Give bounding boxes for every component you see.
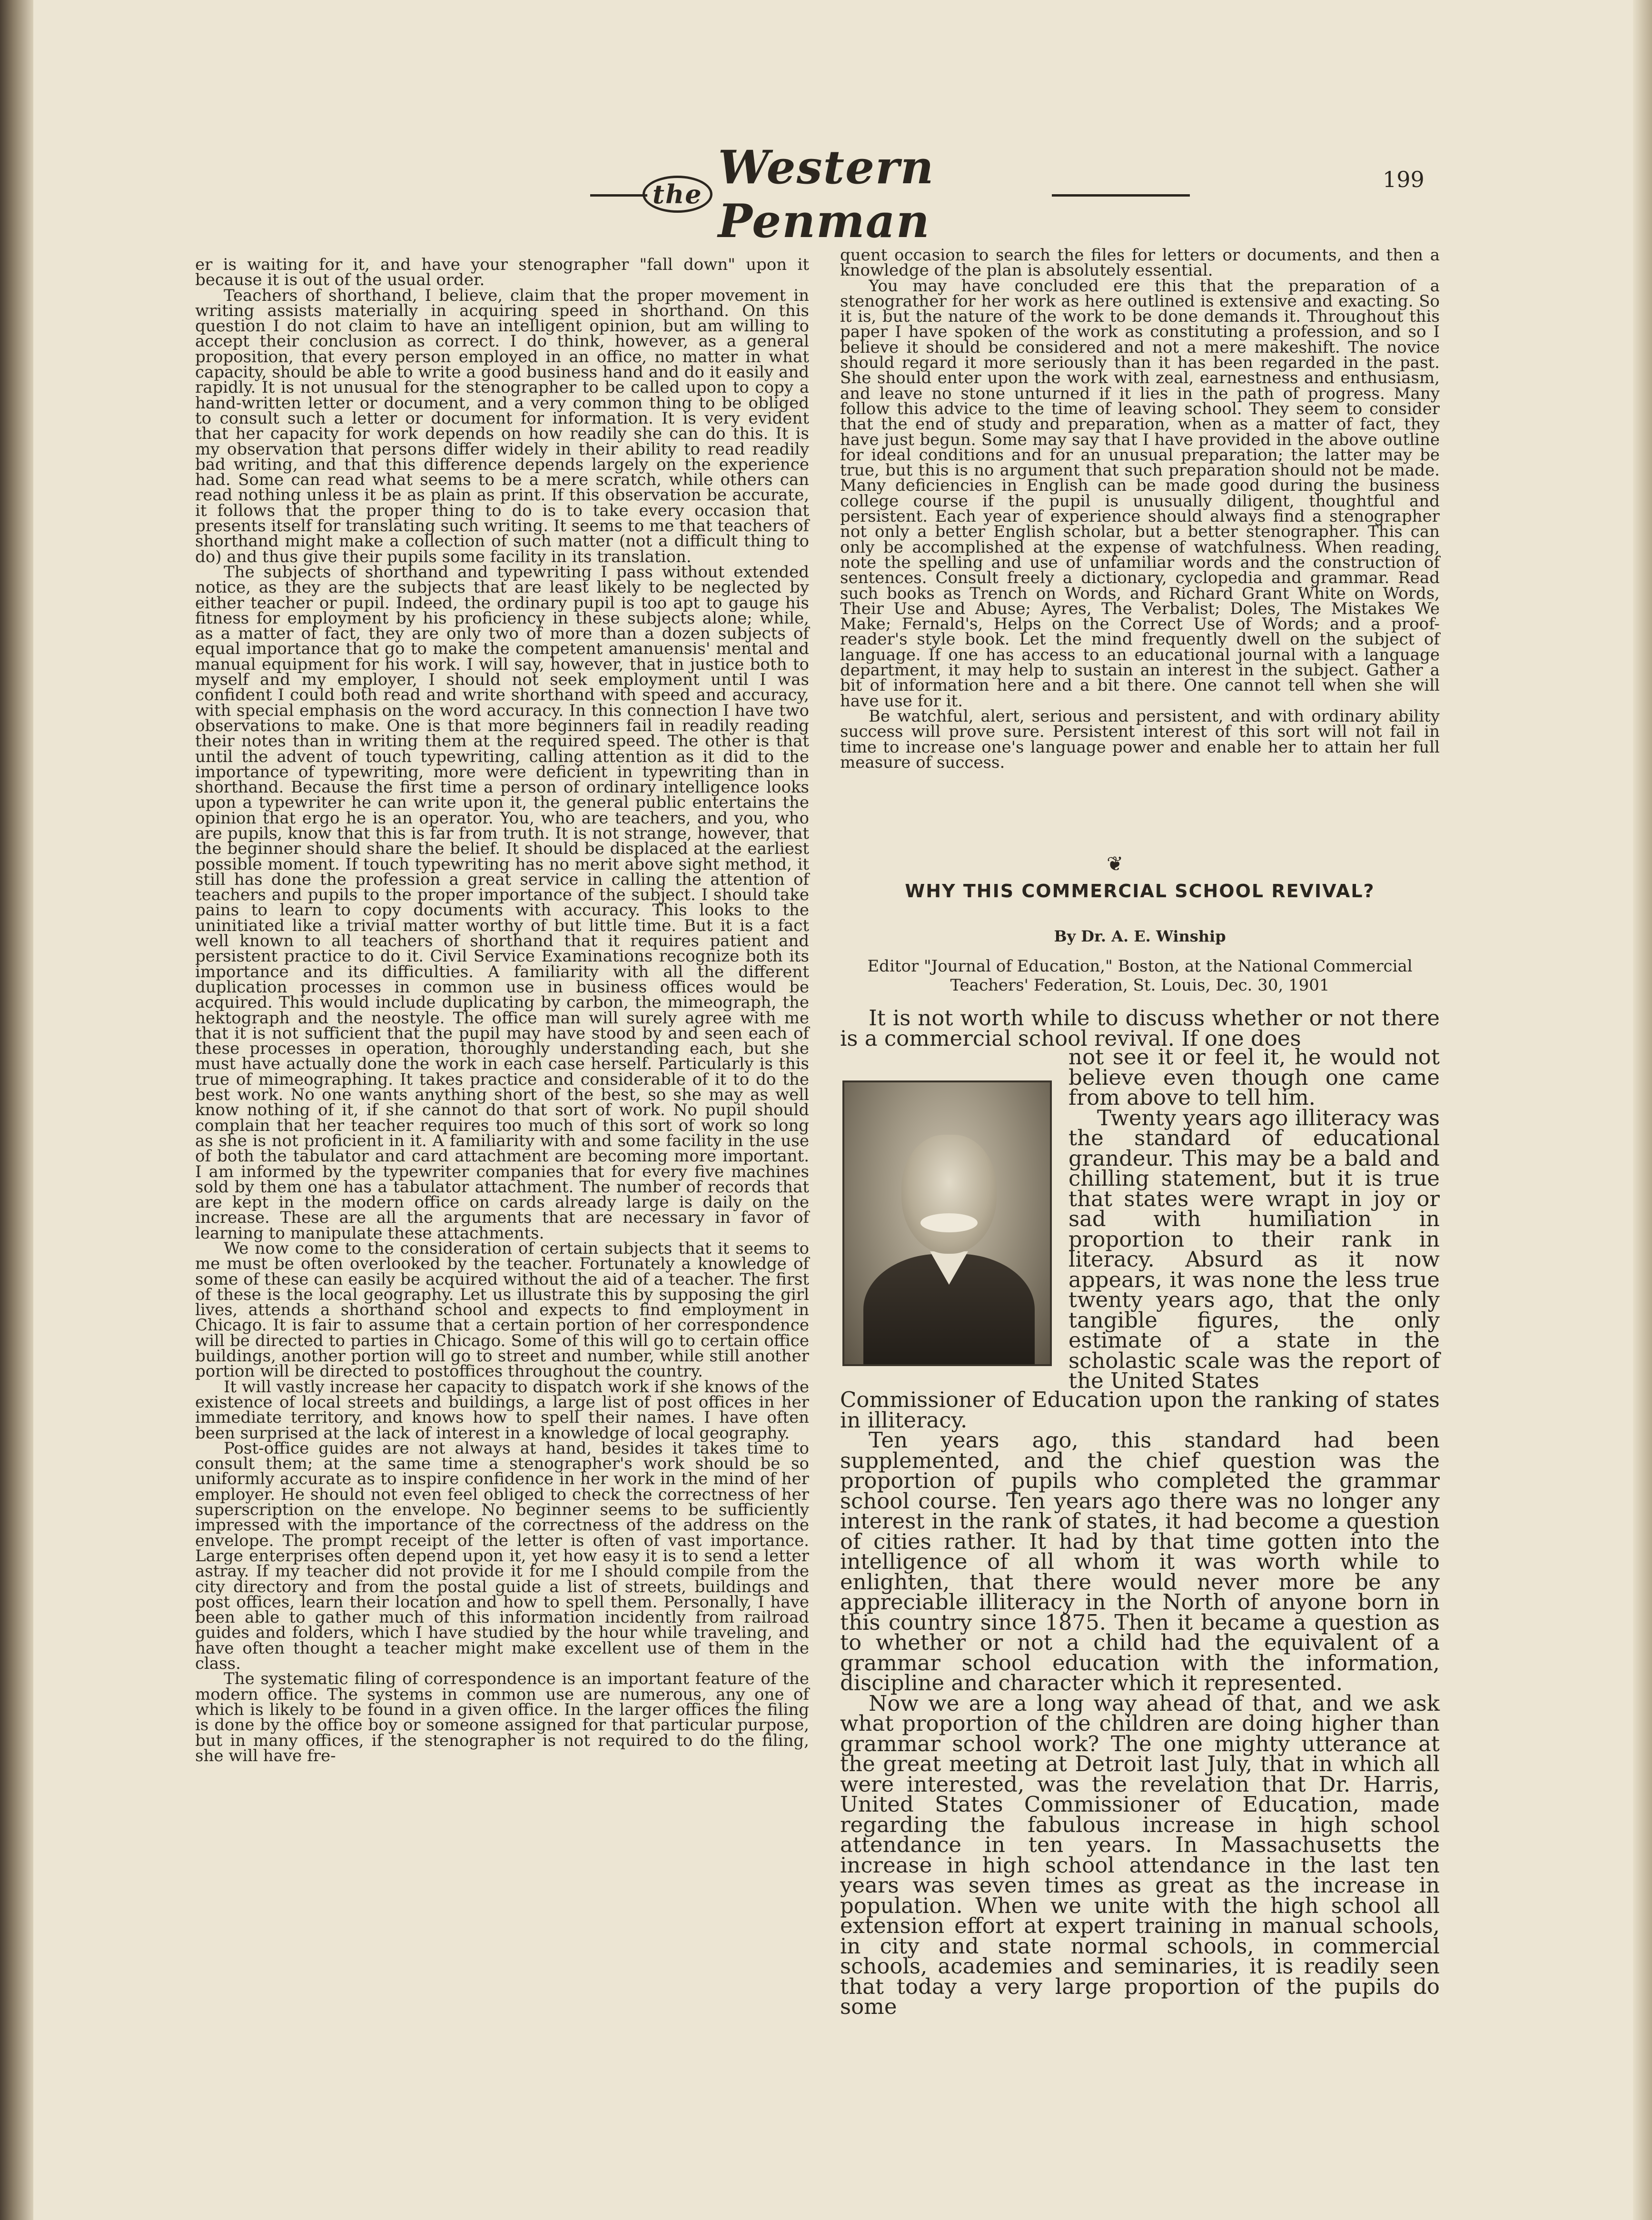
left-paragraph: It will vastly increase her capacity to dispatch work if she knows of the existence of local streets and buildings, a large list of post offices in her immediate territory, and knows how to spell their names. I have often been surprised at the lack of interest in a knowledge of local geography. xyxy=(195,1377,809,1443)
article-paragraph: Now we are a long way ahead of that, and we ask what proportion of the children are doing higher than grammar school work? The one mighty utterance at the great meeting at Detroit last July, that in which all were interested, was the revelation that Dr. Harris, United States Commissioner of Education, made regarding the fabulous increase in high school attendance in ten years. In Massachusetts the increase in high school attendance in the last ten years was seven times as great as the increase in population. When we unite with the high school all extension effort at expert training in manual schools, in city and state normal schools, in commercial schools, academies and seminaries, it is readily seen that today a very large proportion of the pupils do some xyxy=(840,1690,1440,2019)
left-paragraph: er is waiting for it, and have your stenographer "fall down" upon it because it is out of the usual order. xyxy=(195,255,809,290)
article-paragraph: not see it or feel it, he would not believe even though one came from above to tell him. xyxy=(1068,1044,1440,1110)
left-paragraph: The systematic filing of correspondence is an important feature of the modern office. The systems in common use are numerous, any one of which is likely to be found in a given office. In the larger offices the filing is done by the office boy or someone assigned for that particular purpose, but in many offices, if the stenographer is not required to do the filing, she will have fre- xyxy=(195,1669,809,1765)
left-paragraph: Teachers of shorthand, I believe, claim that the proper movement in writing assists materially in acquiring speed in shorthand. On this question I do not claim to have an intelligent opinion, but am willing to accept their conclusion as correct. I do think, however, as a general proposition, that every person employed in an office, no matter in what capacity, should be able to write a good business hand and do it easily and rapidly. It is not unusual for the stenographer to be called upon to copy a hand-written letter or document, and a very common thing to be obliged to consult such a letter or document for information. It is very evident that her capacity for work depends on how readily she can do this. It is my observation that persons differ widely in their ability to read readily bad writing, and that this difference depends largely on the experience had. Some can read what seems to be a mere scratch, while others can read nothing unless it be as plain as print. If this observation be accurate, it follows that the proper thing to do is to take every occasion that presents itself for translating such writing. It seems to me that teachers of shorthand might make a collection of such matter (not a difficult thing to do) and thus give their pupils some facility in its translation. xyxy=(195,286,810,566)
article-paragraph: Ten years ago, this standard had been supplemented, and the chief question was the proportion of pupils who completed the grammar school course. Ten years ago there was no longer any interest in the rank of states, it had become a question of cities rather. It had by that time gotten into the intelligence of all whom it was worth while to enlighten, that there would never more be any appreciable illiteracy in the North of anyone born in this country since 1875. Then it became a question as to whether or not a child had the equivalent of a grammar school education with the information, discipline and character which it represented. xyxy=(840,1427,1440,1695)
portrait-head xyxy=(901,1135,997,1254)
left-paragraph: Post-office guides are not always at hand, besides it takes time to consult them; at the same time a stenographer's work should be so uniformly accurate as to inspire confidence in her work in the mind of her employer. He should not even feel obliged to check the correctness of her superscription on the envelope. No beginner seems to be sufficiently impressed with the importance of the correctness of the address on the envelope. The prompt receipt of the letter is often of vast importance. Large enterprises often depend upon it, yet how easy it is to send a letter astray. If my teacher did not provide it for me I should compile from the city directory and from the postal guide a list of streets, buildings and post offices, learn their location and how to spell them. Personally, I have been able to gather much of this information incidently from railroad guides and folders, which I have studied by the hour while traveling, and have often thought a teacher might make excellent use of them in the class. xyxy=(195,1438,809,1674)
book-binding-shadow xyxy=(0,0,33,2220)
article-editor-note: Editor "Journal of Education," Boston, at the National Commercial Teachers' Federation, St. Louis, Dec. 30, 1901 xyxy=(867,957,1413,995)
right-paragraph: quent occasion to search the files for letters or documents, and then a knowledge of the plan is absolutely essential. xyxy=(840,246,1440,280)
article-title: WHY THIS COMMERCIAL SCHOOL REVIVAL? xyxy=(905,881,1375,902)
masthead-logo-title: Western Penman xyxy=(718,140,935,248)
article-paragraph: It is not worth while to discuss whether or not there is a commercial school revival. If one does xyxy=(840,1005,1440,1051)
right-paragraph: Be watchful, alert, serious and persistent, and with ordinary ability success will prove sure. Persistent interest of this sort will not fail in time to increase one's language power and enable her to attain her full measure of success. xyxy=(840,706,1440,772)
masthead xyxy=(590,140,1190,248)
section-divider-ornament: ❦ xyxy=(1107,852,1124,875)
portrait-mustache xyxy=(920,1213,978,1232)
left-column xyxy=(195,257,809,1764)
article-below-photo xyxy=(840,1387,1440,2019)
masthead-logo-the: the xyxy=(643,176,712,213)
article-paragraph: Twenty years ago illiteracy was the standard of educational grandeur. This may be a bald and chilling statement, but it is true that states were wrapt in joy or sad with humiliation in proportion to their rank in literacy. Absurd as it now appears, it was none the less true twenty years ago, that the only tangible figures, the only estimate of a state in the scholastic scale was the report of the United States xyxy=(1068,1105,1440,1393)
masthead-rule-left xyxy=(590,194,647,197)
page-edge xyxy=(1633,0,1652,2220)
article-intro xyxy=(840,1005,1440,1051)
article-paragraph: Commissioner of Education upon the ranking of states in illiteracy. xyxy=(840,1387,1440,1433)
left-paragraph: The subjects of shorthand and typewriting I pass without extended notice, as they are the subjects that are least likely to be neglected by either teacher or pupil. Indeed, the ordinary pupil is too apt to gauge his fitness for employment by his proficiency in these subjects alone; while, as a matter of fact, they are only two of more than a dozen subjects of equal importance that go to make the competent amanuensis' mental and manual equipment for his work. I will say, however, that in justice both to myself and my employer, I should not seek employment until I was confident I could both read and write shorthand with speed and accuracy, with special emphasis on the word accuracy. In this connection I have two observations to make. One is that more beginners fail in readily reading their notes than in writing them at the required speed. The other is that until the advent of touch typewriting, calling attention as it did to the importance of typewriting, more were deficient in typewriting than in shorthand. Because the first time a person of ordinary intelligence looks upon a typewriter he can write upon it, the general public entertains the opinion that ergo he is an operator. You, who are teachers, and you, who are pupils, know that this is far from truth. It is not strange, however, that the beginner should share the belief. It should be displaced at the earliest possible moment. If touch typewriting has no merit above sight method, it still has done the profession a great service in calling the attention of teachers and pupils to the proper importance of the subject. I should take pains to learn to copy documents with accuracy. This looks to the uninitiated like a trivial matter worthy of but little time. But it is a fact well known to all teachers of shorthand that it requires patient and persistent practice to do it. Civil Service Examinations recognize both its importance and its difficulties. A familiarity with all the different duplication processes in common use in business offices would be acquired. This would include duplicating by carbon, the mimeograph, the hektograph and the neostyle. The office man will surely agree with me that it is not sufficient that the pupil may have stood by and seen each of these processes in operation, thoroughly understanding each, but she must have actually done the work in each case herself. Particularly is this true of mimeographing. It takes practice and considerable of it to do the best work. No one wants anything short of the best, so she may as well know nothing of it, if she cannot do that sort of work. No pupil should complain that her teacher requires too much of this sort of work so long as she is not proficient in it. A familiarity with and some facility in the use of both the tabulator and card attachment are becoming more important. I am informed by the typewriter companies that for every five machines sold by them one has a tabulator attachment. The number of records that are kept in the modern office on cards already large is daily on the increase. These are all the arguments that are necessary in favor of learning to manipulate these attachments. xyxy=(195,562,809,1243)
masthead-logo xyxy=(643,140,1057,248)
article-byline: By Dr. A. E. Winship xyxy=(1054,927,1226,945)
left-paragraph: We now come to the consideration of certain subjects that it seems to me must be often overlooked by the teacher. Fortunately a knowledge of some of these can easily be acquired without the aid of a teacher. The first of these is the local geography. Let us illustrate this by supposing the girl lives, attends a shorthand school and expects to find employment in Chicago. It is fair to assume that a certain portion of her correspondence will be directed to parties in Chicago. Some of this will go to certain office buildings, another portion will go to street and number, while still another portion will be directed to postoffices throughout the country. xyxy=(195,1239,809,1381)
article-beside-photo xyxy=(1068,1044,1440,1393)
page-number: 199 xyxy=(1383,167,1424,192)
masthead-rule-right xyxy=(1052,194,1190,197)
right-paragraph: You may have concluded ere this that the preparation of a stenograther for her work as here outlined is extensive and exacting. So it is, but the nature of the work to be done demands it. Throughout this paper I have spoken of the work as constituting a profession, and so I believe it should be considered and not a mere makeshift. The novice should regard it more seriously than it has been regarded in the past. She should enter upon the work with zeal, earnestness and enthusiasm, and leave no stone unturned if it lies in the path of progress. Many follow this advice to the time of leaving school. They seem to consider that the end of study and preparation, when as a matter of fact, they have just begun. Some may say that I have provided in the above outline for ideal conditions and for an unusual preparation; the latter may be true, but this is no argument that such preparation should not be made. Many deficiencies in English can be made good during the business college course if the pupil is unusually diligent, thoughtful and persistent. Each year of experience should always find a stenographer not only a better English scholar, but a better stenographer. This can only be accomplished at the expense of watchfulness. When reading, note the spelling and use of unfamiliar words and the construction of sentences. Consult freely a dictionary, cyclopedia and grammar. Read such books as Trench on Words, and Richard Grant White on Words, Their Use and Abuse; Ayres, The Verbalist; Doles, The Mistakes We Make; Fernald's, Helps on the Correct Use of Words; and a proof-reader's style book. Let the mind frequently dwell on the subject of language. If one has access to an educational journal with a language department, it may help to sustain an interest in the subject. Gather a bit of information here and a bit there. One cannot tell when she will have use for it. xyxy=(840,276,1440,711)
author-portrait-photo xyxy=(842,1080,1052,1366)
right-column-continued xyxy=(840,248,1440,770)
